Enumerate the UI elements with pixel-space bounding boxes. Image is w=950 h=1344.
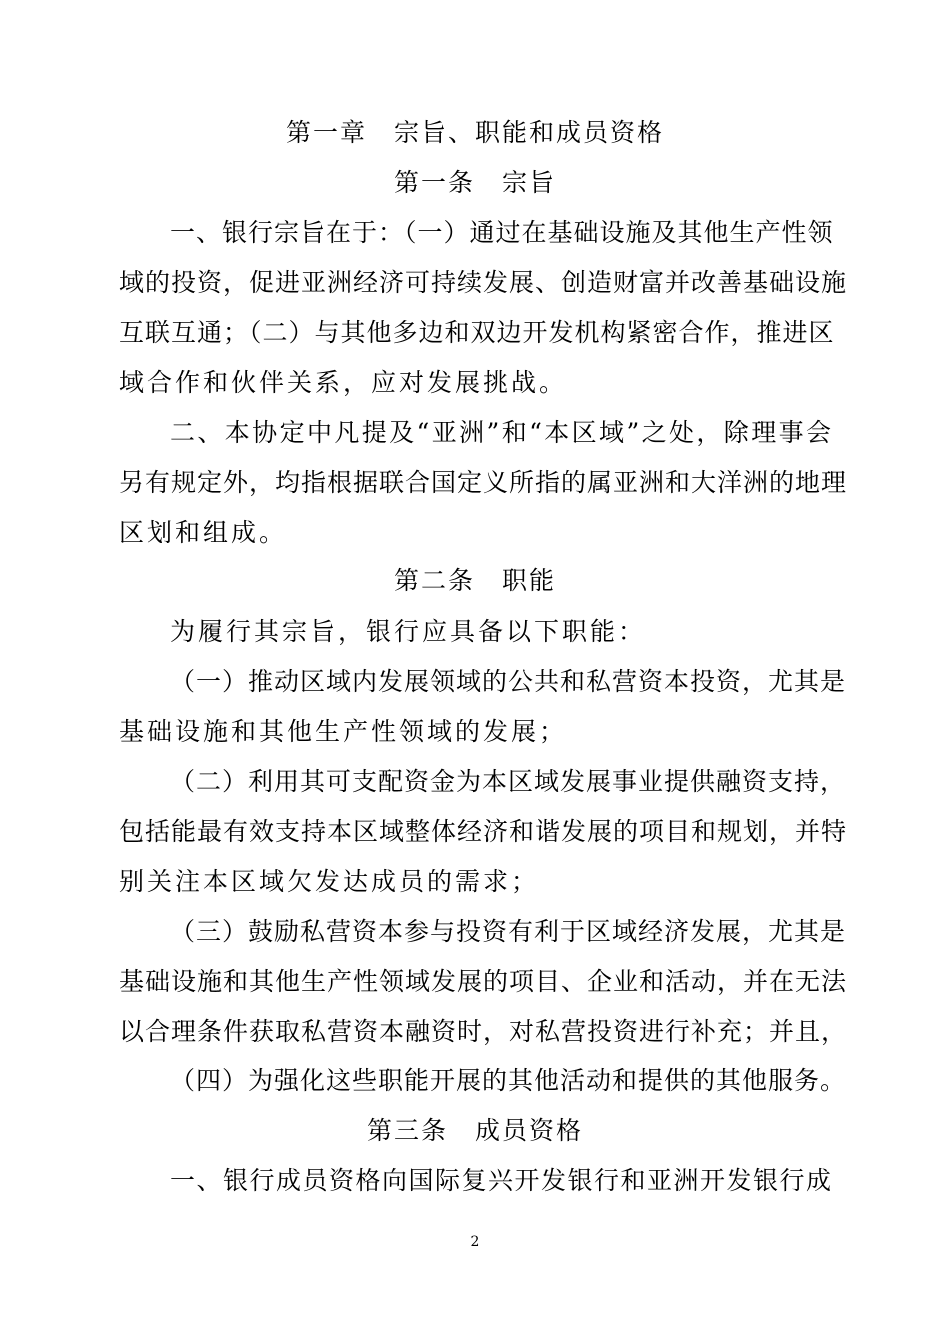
paragraph-line: 以合理条件获取私营资本融资时，对私营投资进行补充；并且， [119,1017,848,1046]
paragraph-line: （一）推动区域内发展领域的公共和私营资本投资，尤其是 [170,667,847,696]
page-number: 2 [470,1234,480,1250]
paragraph-line: 基础设施和其他生产性领域发展的项目、企业和活动，并在无法 [119,967,848,996]
paragraph-line: 互联互通；（二）与其他多边和双边开发机构紧密合作，推进区 [119,318,835,347]
article-1-heading: 第一条 宗旨 [393,168,556,197]
paragraph-line: 基础设施和其他生产性领域的发展； [119,717,568,746]
paragraph-line: （三）鼓励私营资本参与投资有利于区域经济发展，尤其是 [170,917,847,946]
chapter-heading: 第一章 宗旨、职能和成员资格 [285,118,664,147]
paragraph-line: 域的投资，促进亚洲经济可持续发展、创造财富并改善基础设施 [119,268,848,297]
article-3-heading: 第三条 成员资格 [366,1116,583,1145]
paragraph-line: 一、银行宗旨在于：（一）通过在基础设施及其他生产性领 [170,218,834,247]
paragraph-line: 别关注本区域欠发达成员的需求； [119,867,540,896]
paragraph-line: 区划和组成。 [119,518,288,547]
paragraph-line: 二、本协定中凡提及“亚洲”和“本区域”之处，除理事会 [170,418,832,447]
paragraph-line: 域合作和伙伴关系，应对发展挑战。 [119,368,568,397]
paragraph-line: 另有规定外，均指根据联合国定义所指的属亚洲和大洋洲的地理 [119,468,848,497]
paragraph-line: （二）利用其可支配资金为本区域发展事业提供融资支持， [170,767,847,796]
paragraph-line: 包括能最有效支持本区域整体经济和谐发展的项目和规划，并特 [119,817,848,846]
article-2-heading: 第二条 职能 [393,566,556,595]
paragraph-line: （四）为强化这些职能开展的其他活动和提供的其他服务。 [170,1066,847,1095]
paragraph-line: 一、银行成员资格向国际复兴开发银行和亚洲开发银行成 [170,1166,832,1195]
paragraph-line: 为履行其宗旨，银行应具备以下职能： [170,617,647,646]
